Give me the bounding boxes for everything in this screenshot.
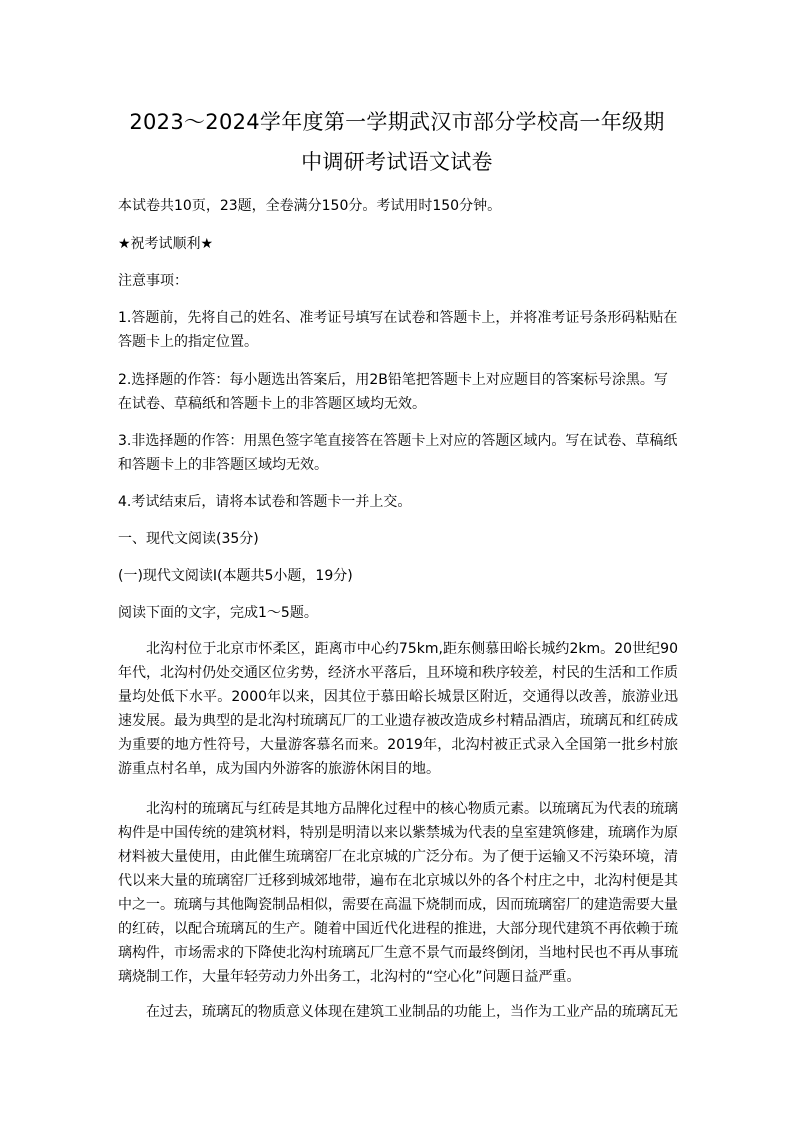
notice-item-2: 2.选择题的作答：每小题选出答案后，用2B铅笔把答题卡上对应题目的答案标号涂黑。写在试卷、草稿纸和答题卡上的非答题区域均无效。 [118,372,668,412]
exam-title-line-1: 2023～2024学年度第一学期武汉市部分学校高一年级期 [129,110,665,134]
passage-paragraph-1: 北沟村位于北京市怀柔区，距离市中心约75km,距东侧慕田峪长城约2km。20世纪90年代，北沟村仍处交通区位劣势，经济水平落后，且环境和秩序较差，村民的生活和工作质量均处低下水平。2000年以来，因其位于慕田峪长城景区附近，交通得以改善，旅游业迅速发展。最为典型的是北沟村琉璃瓦厂的工业遗存被改造成乡村精品酒店，琉璃瓦和红砖成为重要的地方性符号，大量游客慕名而来。2019年，北沟村被正式录入全国第一批乡村旅游重点村名单，成为国内外游客的旅游休闲目的地。 [118,641,678,777]
good-luck-line: ★祝考试顺利★ [118,236,214,252]
section-heading: 一、现代文阅读(35分) [118,531,259,547]
passage-paragraph-3: 在过去，琉璃瓦的物质意义体现在建筑工业制品的功能上，当作为工业产品的琉璃瓦无 [146,1004,678,1020]
reading-instruction: 阅读下面的文字，完成1～5题。 [118,605,318,621]
passage-paragraph-2: 北沟村的琉璃瓦与红砖是其地方品牌化过程中的核心物质元素。以琉璃瓦为代表的琉璃构件是中国传统的建筑材料，特别是明清以来以紫禁城为代表的皇室建筑修建，琉璃作为原材料被大量使用，由此催生琉璃窑厂在北京城的广泛分布。为了便于运输又不污染环境，清代以来大量的琉璃窑厂迁移到城郊地带，遍布在北京城以外的各个村庄之中，北沟村便是其中之一。琉璃与其他陶瓷制品相似，需要在高温下烧制而成，因而琉璃窑厂的建造需要大量的红砖，以配合琉璃瓦的生产。随着中国近代化进程的推进，大部分现代建筑不再依赖于琉璃构件，市场需求的下降使北沟村琉璃瓦厂生意不景气而最终倒闭，当地村民也不再从事琉璃烧制工作，大量年轻劳动力外出务工，北沟村的“空心化”问题日益严重。 [118,801,678,985]
exam-intro: 本试卷共10页，23题，全卷满分150分。考试用时150分钟。 [118,198,502,214]
notice-item-4: 4.考试结束后，请将本试卷和答题卡一并上交。 [118,494,412,510]
subsection-heading: (一)现代文阅读Ⅰ(本题共5小题，19分) [118,568,353,584]
notice-item-3: 3.非选择题的作答：用黑色签字笔直接答在答题卡上对应的答题区域内。写在试卷、草稿纸和答题卡上的非答题区域均无效。 [118,433,678,473]
exam-title-line-2: 中调研考试语文试卷 [301,150,493,174]
notice-heading: 注意事项： [118,273,188,289]
notice-item-1: 1.答题前，先将自己的姓名、准考证号填写在试卷和答题卡上，并将准考证号条形码粘贴在答题卡上的指定位置。 [118,310,678,350]
